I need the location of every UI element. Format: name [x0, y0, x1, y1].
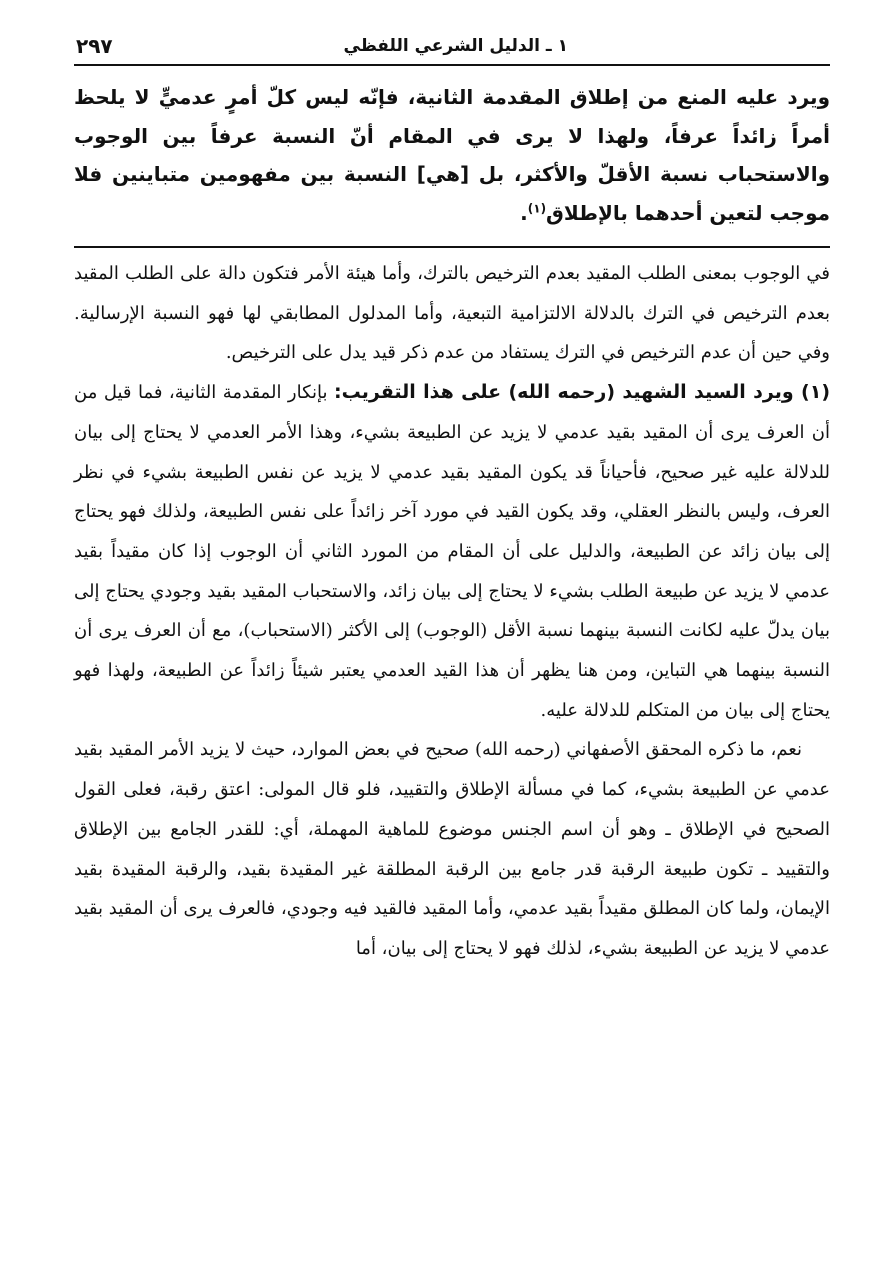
page-number: ٢٩٧ [76, 34, 113, 58]
footnotes-section [74, 254, 830, 969]
footnote-1-paragraph-2: نعم، ما ذكره المحقق الأصفهاني (رحمه الله) صحيح في بعض الموارد، حيث لا يزيد الأمر المقيد بقيد عدمي عن الطبيعة بشيء، كما في مسألة الإطلاق والتقييد، فلو قال المولى: اعتق رقبة، فعلى القول الصحيح في الإطلاق ـ وهو أن اسم الجنس موضوع للماهية المهملة، أي: للقدر الجامع بين الإطلاق والتقييد ـ تكون طبيعة الرقبة قدر جامع بين الرقبة المطلقة غير المقيدة بقيد، والرقبة المقيدة بقيد الإيمان، ولما كان المطلق مقيداً بقيد عدمي، وأما المقيد فالقيد فيه وجودي، فالعرف يرى أن المقيد بقيد عدمي لا يزيد عن الطبيعة بشيء، لذلك فهو لا يحتاج إلى بيان، أما [74, 739, 830, 959]
main-paragraph-end: . [520, 200, 528, 225]
main-paragraph: ويرد عليه المنع من إطلاق المقدمة الثانية، فإنّه ليس كلّ أمرٍ عدميٍّ لا يلحظ أمراً زائداً عرفاً، ولهذا لا يرى في المقام أنّ النسبة عرفاً بين الوجوب والاستحباب نسبة الأقلّ والأكثر، بل [هي] النسبة بين مفهومين متباينين فلا موجب لتعين أحدهما بالإطلاق [74, 85, 830, 225]
footnote-1 [74, 373, 830, 730]
footnote-separator [74, 246, 830, 248]
footnote-1-lead: (١) ويرد السيد الشهيد (رحمه الله) على هذا التقريب: [334, 381, 830, 404]
footnote-reference[interactable]: (١) [527, 200, 547, 215]
footnote-continuation: في الوجوب بمعنى الطلب المقيد بعدم الترخيص بالترك، وأما هيئة الأمر فتكون دالة على الطلب المقيد بعدم الترخيص في الترك بالدلالة الالتزامية التبعية، وأما المدلول المطابقي لها فهو النسبة الإرسالية. وفي حين أن عدم الترخيص في الترك يستفاد من عدم ذكر قيد يدل على الترخيص. [74, 263, 831, 364]
book-page [74, 30, 830, 969]
page-header [74, 30, 830, 66]
main-body-text [74, 78, 830, 232]
footnote-1-body: بإنكار المقدمة الثانية، فما قيل من أن العرف يرى أن المقيد بقيد عدمي لا يزيد عن الطبيعة بشيء، وهذا الأمر العدمي لا يحتاج إلى بيان للدلالة عليه غير صحيح، فأحياناً قد يكون المقيد بقيد عدمي لا يزيد عن نفس الطبيعة بشيء في نظر العرف، وليس بالنظر العقلي، وقد يكون القيد في مورد آخر زائداً على نفس الطبيعة، ولذلك فهو يحتاج إلى بيان زائد عن الطبيعة، والدليل على أن المقام من المورد الثاني أن الوجوب إذا كان مقيداً بقيد عدمي لا يزيد عن طبيعة الطلب بشيء لا يحتاج إلى بيان زائد، والاستحباب المقيد بقيد وجودي يحتاج إلى بيان يدلّ عليه لكانت النسبة بينهما نسبة الأقل (الوجوب) إلى الأكثر (الاستحباب)، مع أن العرف يرى أن النسبة بينهما هي التباين، ومن هنا يظهر أن هذا القيد العدمي يعتبر شيئاً زائداً عن الطبيعة، ولهذا فهو يحتاج إلى بيان من المتكلم للدلالة عليه. [74, 382, 830, 721]
running-title: ١ ـ الدليل الشرعي اللفظي [343, 36, 568, 56]
